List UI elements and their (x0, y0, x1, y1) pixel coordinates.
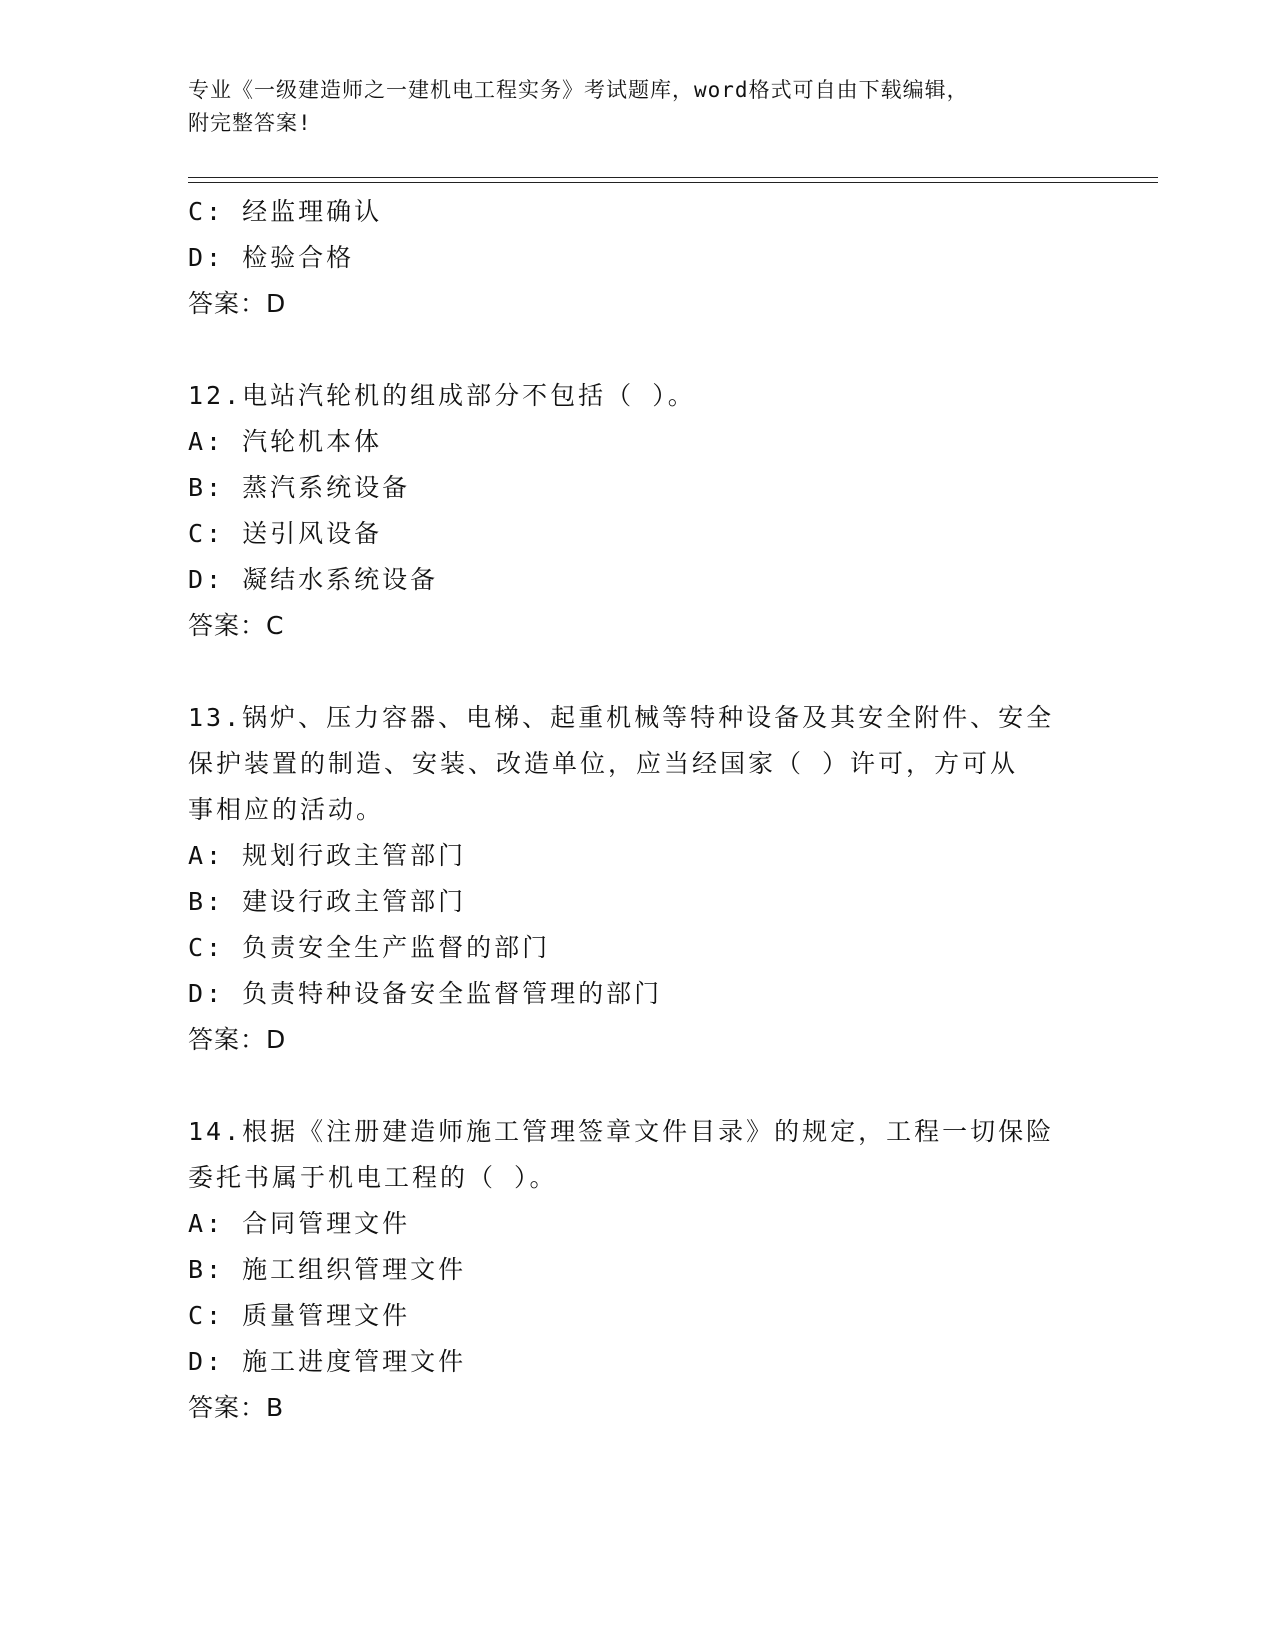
question-block-11-continued (188, 189, 1088, 327)
answer-line: 答案：B (188, 1393, 285, 1422)
question-stem: 12.电站汽轮机的组成部分不包括（ ）。 (188, 381, 696, 410)
question-content (188, 189, 1088, 1431)
header-line-1: 专业《一级建造师之一建机电工程实务》考试题库，word格式可自由下载编辑， (188, 78, 969, 102)
answer-line: 答案：D (188, 1025, 287, 1054)
spacer (188, 1063, 1088, 1109)
question-stem-line-2: 委托书属于机电工程的（ ）。 (188, 1163, 558, 1192)
option-a: A: 合同管理文件 (188, 1209, 411, 1238)
header-divider-bottom (188, 182, 1158, 183)
option-c: C: 质量管理文件 (188, 1301, 411, 1330)
option-c: C: 负责安全生产监督的部门 (188, 933, 551, 962)
question-block-12 (188, 373, 1088, 649)
question-stem-line-2: 保护装置的制造、安装、改造单位，应当经国家（ ）许可，方可从 (188, 749, 1019, 778)
question-stem-line-1: 14.根据《注册建造师施工管理签章文件目录》的规定，工程一切保险 (188, 1117, 1055, 1146)
header-line-2: 附完整答案! (188, 111, 312, 135)
option-d: D: 凝结水系统设备 (188, 565, 439, 594)
option-a: A: 汽轮机本体 (188, 427, 383, 456)
question-block-14 (188, 1109, 1088, 1431)
option-a: A: 规划行政主管部门 (188, 841, 467, 870)
option-c: C: 经监理确认 (188, 197, 383, 226)
page-header (188, 74, 1088, 140)
header-divider-top (188, 177, 1158, 178)
option-b: B: 施工组织管理文件 (188, 1255, 467, 1284)
question-stem-line-3: 事相应的活动。 (188, 795, 385, 824)
option-d: D: 负责特种设备安全监督管理的部门 (188, 979, 663, 1008)
question-block-13 (188, 695, 1088, 1063)
option-d: D: 施工进度管理文件 (188, 1347, 467, 1376)
answer-line: 答案：D (188, 289, 287, 318)
option-b: B: 蒸汽系统设备 (188, 473, 411, 502)
option-c: C: 送引风设备 (188, 519, 383, 548)
option-d: D: 检验合格 (188, 243, 355, 272)
answer-line: 答案：C (188, 611, 285, 640)
spacer (188, 649, 1088, 695)
spacer (188, 327, 1088, 373)
question-stem-line-1: 13.锅炉、压力容器、电梯、起重机械等特种设备及其安全附件、安全 (188, 703, 1055, 732)
option-b: B: 建设行政主管部门 (188, 887, 467, 916)
